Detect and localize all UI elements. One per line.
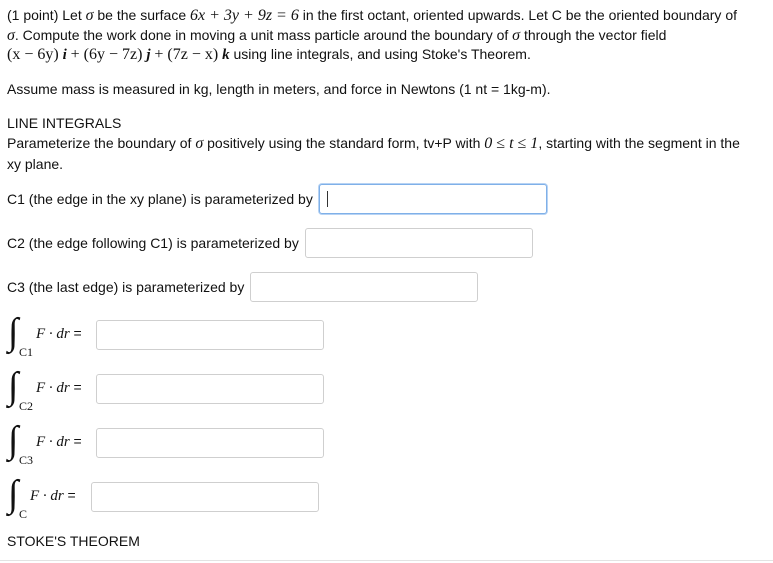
integral-subscript: C xyxy=(19,507,28,521)
surface-equation: 6x + 3y + 9z = 6 xyxy=(190,7,299,24)
vector-field: (x − 6y) i + (6y − 7z) j + (7z − x) k xyxy=(7,46,230,63)
integrand: F · dr = xyxy=(30,487,76,504)
text-caret xyxy=(327,191,328,207)
problem-statement: (1 point) Let σ be the surface 6x + 3y + 9z = 6 in the first octant, oriented upwards. Let C be the oriented boundary of σ. Compute the work done in moving a unit mass particle around the boundary of σ through the vector field (x − 6y) i + (6y − 7z) j + (7z − x) k using line integrals, and using Stoke's Theorem. xyxy=(7,7,738,63)
t-range: 0 ≤ t ≤ 1 xyxy=(484,134,539,152)
integral-sign: ∫ xyxy=(8,311,19,353)
integrand: F · dr = xyxy=(36,379,82,396)
integral-sign: ∫ xyxy=(8,473,19,515)
integral-subscript: C1 xyxy=(19,345,34,359)
c1-param-label: C1 (the edge in the xy plane) is parameterized by xyxy=(7,191,313,207)
c1-param-input[interactable] xyxy=(319,184,547,214)
line-integrals-heading: LINE INTEGRALS xyxy=(7,114,122,131)
integral-sign: ∫ xyxy=(8,419,19,461)
integral-c2-input[interactable] xyxy=(96,374,324,404)
integral-c1-input[interactable] xyxy=(96,320,324,350)
c3-param-input[interactable] xyxy=(250,272,478,302)
c1-param-row xyxy=(7,184,547,214)
integral-subscript: C2 xyxy=(19,399,34,413)
integrand: F · dr = xyxy=(36,433,82,450)
integral-subscript: C3 xyxy=(19,453,34,467)
divider xyxy=(0,560,773,561)
integral-c3-input[interactable] xyxy=(96,428,324,458)
c3-param-label: C3 (the last edge) is parameterized by xyxy=(7,279,245,295)
stokes-heading: STOKE'S THEOREM xyxy=(7,533,140,549)
c2-param-input[interactable] xyxy=(305,228,533,258)
c3-param-row xyxy=(7,272,478,302)
c2-param-label: C2 (the edge following C1) is parameterized by xyxy=(7,235,299,251)
units-note: Assume mass is measured in kg, length in meters, and force in Newtons (1 nt = 1kg-m). xyxy=(7,80,551,97)
points-label: (1 point) xyxy=(7,7,59,23)
integral-c-input[interactable] xyxy=(91,482,319,512)
sigma-symbol: σ xyxy=(85,7,94,24)
parameterize-instructions: Parameterize the boundary of σ positively using the standard form, tv+P with 0 ≤ t ≤ 1, starting with the segment in the xy plane. xyxy=(7,134,740,172)
c2-param-row xyxy=(7,228,533,258)
integrand: F · dr = xyxy=(36,325,82,342)
integral-sign: ∫ xyxy=(8,365,19,407)
